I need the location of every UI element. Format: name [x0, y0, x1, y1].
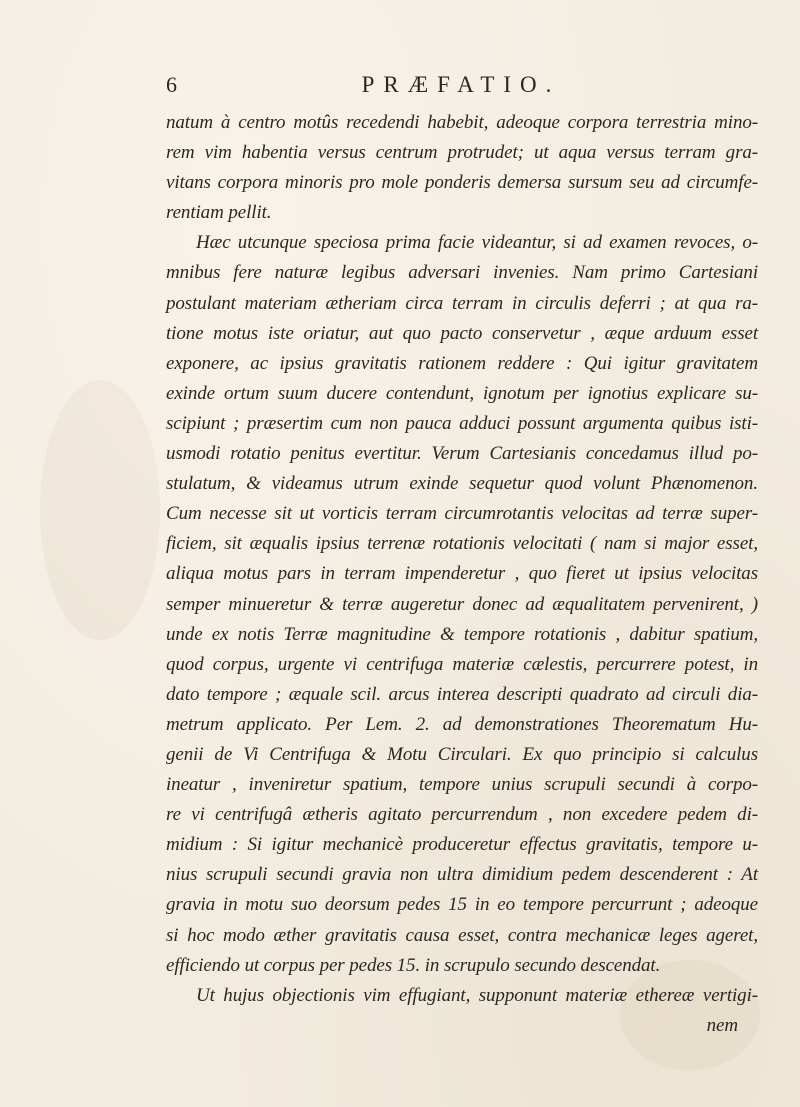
- text-line: metrum applicato. Per Lem. 2. ad demonstrationes Theorematum Hu-: [166, 713, 758, 735]
- text-line: ficiem, sit æqualis ipsius terrenæ rotationis velocitati ( nam si major esset,: [166, 533, 758, 555]
- page-header: [166, 72, 756, 102]
- text-line: tione motus iste oriatur, aut quo pacto conservetur , æque arduum esset: [166, 322, 758, 344]
- text-line: mnibus fere naturæ legibus adversari invenies. Nam primo Cartesiani: [166, 262, 758, 284]
- text-line: Cum necesse sit ut vorticis terram circumrotantis velocitas ad terræ super-: [166, 503, 758, 525]
- text-line: semper minueretur & terræ augeretur donec ad æqualitatem pervenirent, ): [166, 593, 758, 615]
- text-line: aliqua motus pars in terram impenderetur , quo fieret ut ipsius velocitas: [166, 563, 758, 585]
- text-line: Ut hujus objectionis vim effugiant, supponunt materiæ ethereæ vertigi-: [196, 984, 758, 1006]
- text-line: si hoc modo æther gravitatis causa esset, contra mechanicæ leges ageret,: [166, 924, 758, 946]
- text-line: rem vim habentia versus centrum protrudet; ut aqua versus terram gra-: [166, 142, 758, 164]
- text-line: genii de Vi Centrifuga & Motu Circulari. Ex quo principio si calculus: [166, 743, 758, 765]
- text-line: unde ex notis Terræ magnitudine & tempore rotationis , dabitur spatium,: [166, 623, 758, 645]
- text-line: re vi centrifugâ ætheris agitato percurrendum , non excedere pedem di-: [166, 804, 758, 826]
- text-line: stulatum, & videamus utrum exinde sequetur quod volunt Phænomenon.: [166, 473, 758, 495]
- paper-stain: [40, 380, 160, 640]
- catchword: nem: [706, 1014, 738, 1036]
- text-line: scipiunt ; præsertim cum non pauca adduci possunt argumenta quibus isti-: [166, 412, 758, 434]
- text-line: vitans corpora minoris pro mole ponderis demersa sursum seu ad circumfe-: [166, 172, 758, 194]
- page-number: 6: [166, 72, 177, 97]
- text-line: midium : Si igitur mechanicè produceretur effectus gravitatis, tempore u-: [166, 834, 758, 856]
- text-line: ineatur , inveniretur spatium, tempore unius scrupuli secundi à corpo-: [166, 774, 758, 796]
- text-line: usmodi rotatio penitus evertitur. Verum Cartesianis concedamus illud po-: [166, 443, 758, 465]
- text-line: gravia in motu suo deorsum pedes 15 in eo tempore percurrunt ; adeoque: [166, 894, 758, 916]
- body-text: [166, 108, 758, 1041]
- text-line: postulant materiam ætheriam circa terram in circulis deferri ; at qua ra-: [166, 292, 758, 314]
- text-line: exponere, ac ipsius gravitatis rationem reddere : Qui igitur gravitatem: [166, 352, 758, 374]
- text-line: quod corpus, urgente vi centrifuga materiæ cælestis, percurrere potest, in: [166, 653, 758, 675]
- text-line: dato tempore ; æquale scil. arcus interea descripti quadrato ad circuli dia-: [166, 683, 758, 705]
- running-head: PRÆFATIO.: [361, 72, 561, 97]
- text-line: rentiam pellit.: [166, 202, 272, 224]
- text-line: natum à centro motûs recedendi habebit, adeoque corpora terrestria mino-: [166, 112, 758, 133]
- text-line: efficiendo ut corpus per pedes 15. in scrupulo secundo descendat.: [166, 954, 661, 976]
- text-line: exinde ortum suum ducere contendunt, ignotum per ignotius explicare su-: [166, 382, 758, 404]
- text-line: nius scrupuli secundi gravia non ultra dimidium pedem descenderent : At: [166, 864, 758, 886]
- text-line: Hæc utcunque speciosa prima facie videantur, si ad examen revoces, o-: [196, 232, 758, 254]
